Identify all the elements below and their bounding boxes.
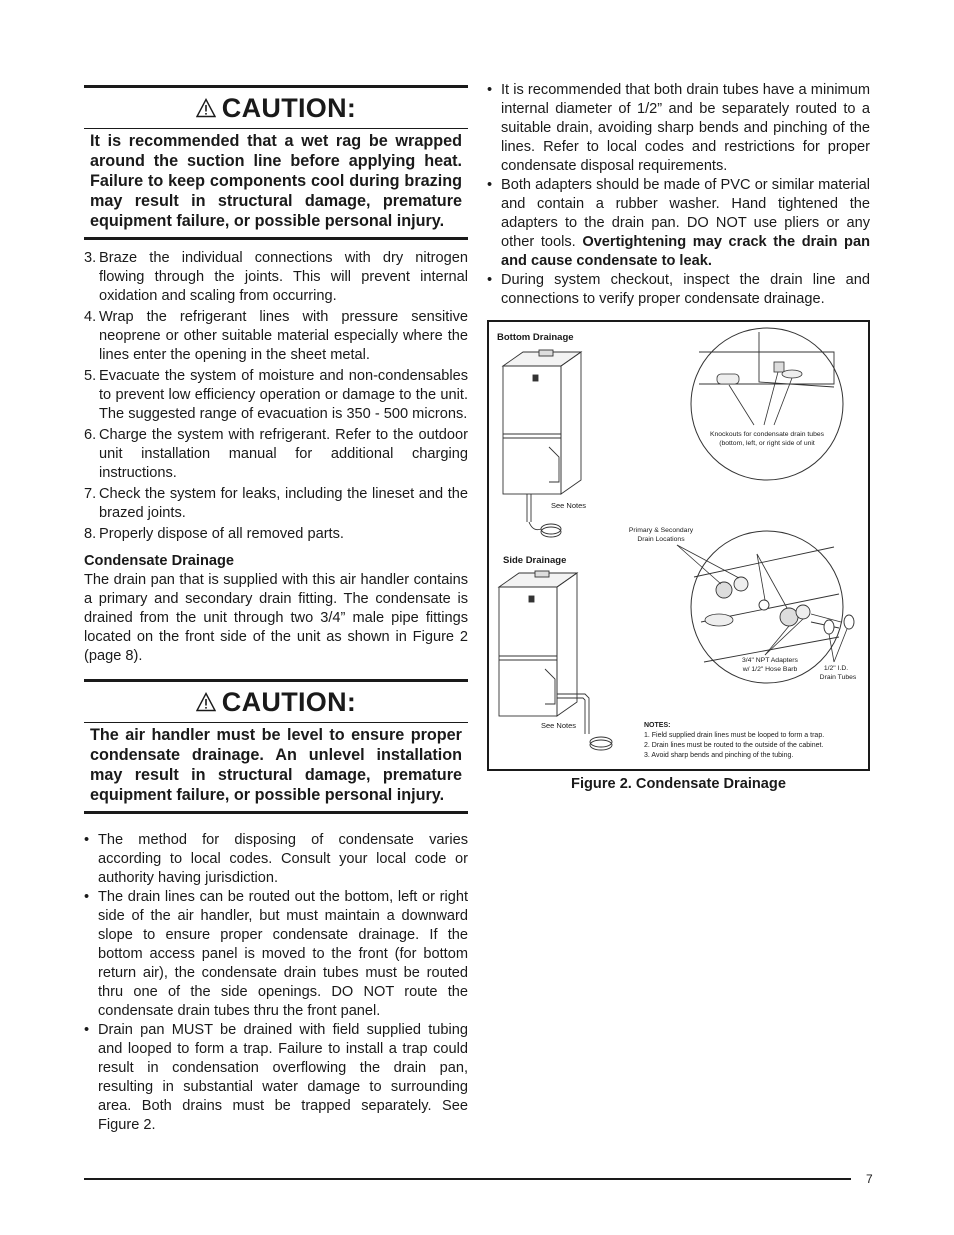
brazing-steps-list: [84, 249, 468, 544]
right-column: [487, 81, 870, 309]
notes-title: NOTES:: [644, 722, 671, 729]
step-text: Braze the individual connections with dry nitrogen flowing through the joints. This will prevent internal oxidation and scaling from occurring.: [99, 250, 468, 304]
bullet-text: Drain pan MUST be drained with field supplied tubing and looped to form a trap. Failure to install a trap could result in condensation overflowing the drain pan, resulting in substantial water damage to surrounding area. Both drains must be trapped separately. See Figure 2.: [98, 1022, 468, 1133]
bullet-text: It is recommended that both drain tubes have a minimum internal diameter of 1/2” and be separately routed to a suitable drain, avoiding sharp bends and pinching of the lines. Refer to local codes and restrictions for proper condensate disposal requirements.: [501, 82, 870, 174]
side-drainage-title: Side Drainage: [503, 555, 567, 566]
caution-box-brazing: [84, 85, 468, 240]
step-text: Check the system for leaks, including the lineset and the brazed joints.: [99, 486, 468, 521]
left-column: [84, 85, 468, 1135]
note-item: 3. Avoid sharp bends and pinching of the tubing.: [644, 752, 794, 759]
warning-triangle-icon: [196, 692, 216, 712]
list-item: [84, 249, 468, 306]
step-number: 7.: [84, 486, 97, 502]
list-item: [487, 81, 870, 176]
step-number: 3.: [84, 250, 97, 266]
bullet-glyph: •: [487, 177, 493, 193]
list-item: [84, 308, 468, 365]
knockouts-label-line1: Knockouts for condensate drain tubes: [709, 431, 825, 438]
npt-adapters-label-line1: 3/4" NPT Adapters: [742, 657, 798, 664]
figure-condensate-drainage: [487, 320, 870, 771]
step-text: Properly dispose of all removed parts.: [99, 526, 344, 542]
bullet-text-plain: Both adapters should be made of PVC or similar material and contain a rubber washer. Hand tightened the adapters to the drain pan. DO NOT use pliers or any other tools.: [501, 177, 870, 250]
bottom-drainage-title: Bottom Drainage: [497, 332, 574, 343]
list-item: [84, 367, 468, 424]
drainage-bullets: [84, 831, 468, 1135]
see-notes-label: See Notes: [541, 721, 577, 730]
bullet-glyph: •: [487, 272, 493, 288]
step-text: Charge the system with refrigerant. Refer to the outdoor unit installation manual for additional charging instructions.: [99, 427, 468, 481]
caution-text: The air handler must be level to ensure proper condensate drainage. An unlevel installation may result in structural damage, premature equipment failure, or possible personal injury.: [90, 726, 462, 804]
bullet-glyph: •: [487, 82, 493, 98]
caution-text: It is recommended that a wet rag be wrapped around the suction line before applying heat. Failure to keep components cool during brazing may result in structural damage, premature equipment failure, or possible personal injury.: [90, 132, 462, 230]
figure-caption: Figure 2. Condensate Drainage: [571, 776, 786, 792]
caution-title: CAUTION:: [221, 686, 357, 717]
list-item: [84, 525, 468, 544]
caution-box-level: [84, 679, 468, 814]
drain-tubes-label-line1: 1/2" I.D.: [823, 665, 849, 672]
bullet-text: The method for disposing of condensate varies according to local codes. Consult your local code or authority having jurisdiction.: [98, 832, 468, 886]
section-heading-condensate: Condensate Drainage: [84, 553, 235, 569]
footer-divider: [84, 1178, 851, 1180]
drain-tubes-label-line2: Drain Tubes: [819, 674, 857, 681]
see-notes-label: See Notes: [551, 501, 587, 510]
bullet-text-bold: Overtightening may crack the drain pan and cause condensate to leak.: [501, 234, 870, 269]
figure-illustration: [489, 322, 868, 769]
step-text: Wrap the refrigerant lines with pressure sensitive neoprene or other suitable material especially where the lines enter the opening in the sheet metal.: [99, 309, 468, 363]
list-item: [84, 426, 468, 483]
list-item: [84, 1021, 468, 1135]
bullet-text: During system checkout, inspect the drain line and connections to verify proper condensate drainage.: [501, 272, 870, 307]
caution-header: [84, 682, 468, 723]
bullet-glyph: •: [84, 1022, 90, 1038]
note-item: 2. Drain lines must be routed to the outside of the cabinet.: [644, 742, 824, 749]
caution-header: [84, 88, 468, 129]
primary-secondary-label-line2: Drain Locations: [637, 536, 685, 543]
list-item: [487, 176, 870, 271]
drain-tube-bullets: [487, 81, 870, 309]
step-number: 4.: [84, 309, 97, 325]
caution-title: CAUTION:: [221, 92, 357, 123]
list-item: [487, 271, 870, 309]
bullet-glyph: •: [84, 832, 90, 848]
npt-adapters-label-line2: w/ 1/2" Hose Barb: [742, 666, 798, 673]
primary-secondary-label-line1: Primary & Secondary: [628, 527, 694, 534]
warning-triangle-icon: [196, 98, 216, 118]
step-number: 5.: [84, 368, 97, 384]
list-item: [84, 831, 468, 888]
bullet-text: The drain lines can be routed out the bottom, left or right side of the air handler, but must maintain a downward slope to ensure proper condensate drainage. If the bottom access panel is moved to the front (for bottom return air), the condensate drain tubes must be routed thru one of the side openings. DO NOT route the condensate drain tubes thru the front panel.: [98, 889, 468, 1019]
bullet-text: [501, 176, 870, 271]
note-item: 1. Field supplied drain lines must be looped to form a trap.: [644, 732, 825, 739]
knockouts-label-line2: (bottom, left, or right side of unit: [719, 440, 815, 447]
bullet-glyph: •: [84, 889, 90, 905]
step-text: Evacuate the system of moisture and non-condensables to prevent low efficiency operation or damage to the unit. The suggested range of evacuation is 350 - 500 microns.: [99, 368, 468, 422]
condensate-paragraph: The drain pan that is supplied with this air handler contains a primary and secondary drain fitting. The condensate is drained from the unit through two 3/4” male pipe fittings located on the front side of the unit as shown in Figure 2 (page 8).: [84, 572, 468, 664]
list-item: [84, 485, 468, 523]
page-number: 7: [866, 1172, 873, 1186]
knockout-detail-circle: [691, 328, 843, 480]
step-number: 8.: [84, 526, 97, 542]
list-item: [84, 888, 468, 1021]
step-number: 6.: [84, 427, 97, 443]
